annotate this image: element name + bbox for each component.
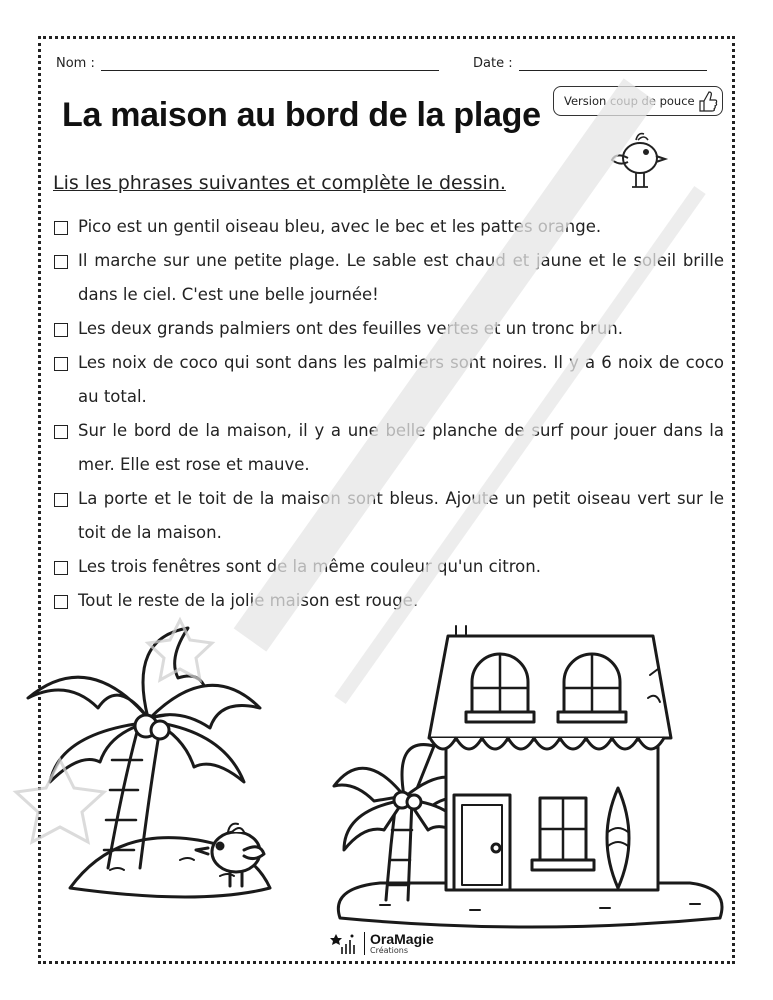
list-item: Les trois fenêtres sont de la même couleur qu'un citron. (52, 550, 724, 584)
list-item: La porte et le toit de la maison sont bleus. Ajoute un petit oiseau vert sur le toit de la maison. (52, 482, 724, 550)
date-label: Date : (473, 56, 513, 71)
name-label: Nom : (56, 56, 95, 71)
star-icon (330, 930, 360, 956)
house (429, 626, 671, 890)
publisher-logo (330, 930, 434, 956)
list-item: Tout le reste de la jolie maison est rouge. (52, 584, 724, 618)
page-title: La maison au bord de la plage (62, 96, 541, 134)
logo-name: OraMagie (370, 930, 434, 947)
instructions: Lis les phrases suivantes et complète le dessin. (53, 172, 506, 194)
left-palm-leaves (28, 628, 260, 782)
list-item: Il marche sur une petite plage. Le sable est chaud et jaune et le soleil brille dans le ciel. C'est une belle journée! (52, 244, 724, 312)
logo-sub: Créations (370, 945, 409, 955)
version-label: Version coup de pouce (564, 94, 695, 108)
list-item: Pico est un gentil oiseau bleu, avec le bec et les pattes orange. (52, 210, 724, 244)
list-item: Les deux grands palmiers ont des feuilles vertes et un tronc brun. (52, 312, 724, 346)
list-item: Sur le bord de la maison, il y a une belle planche de surf pour jouer dans la mer. Elle est rose et mauve. (52, 414, 724, 482)
list-item: Les noix de coco qui sont dans les palmiers sont noires. Il y a 6 noix de coco au total. (52, 346, 724, 414)
